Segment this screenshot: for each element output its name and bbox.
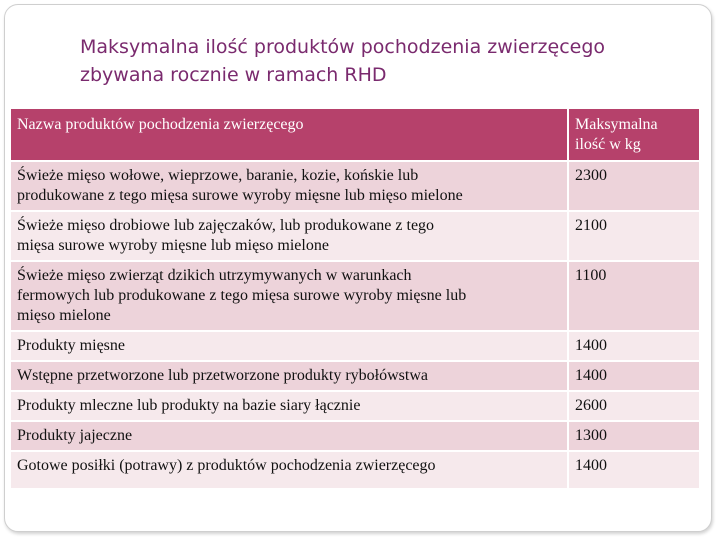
quantity-cell: 1400 — [568, 451, 699, 488]
product-cell: Produkty jajeczne — [11, 421, 568, 451]
table-row — [11, 391, 699, 421]
header-quantity — [568, 109, 699, 161]
product-cell: Wstępne przetworzone lub przetworzone produkty rybołówstwa — [11, 361, 568, 391]
title-line-2: zbywana rocznie w ramach RHD — [80, 64, 387, 86]
header-quantity-line-2: ilość w kg — [575, 136, 641, 153]
product-name-line: Świeże mięso wołowe, wieprzowe, baranie, kozie, końskie lub — [17, 167, 419, 184]
header-product — [11, 109, 568, 161]
product-cell — [11, 161, 568, 211]
quantity-cell: 2600 — [568, 391, 699, 421]
quantity-cell: 1300 — [568, 421, 699, 451]
product-cell: Gotowe posiłki (potrawy) z produktów pochodzenia zwierzęcego — [11, 451, 568, 488]
table-row — [11, 261, 699, 331]
table-row — [11, 451, 699, 488]
header-product-label: Nazwa produktów pochodzenia zwierzęcego — [17, 116, 304, 133]
product-cell: Produkty mleczne lub produkty na bazie siary łącznie — [11, 391, 568, 421]
table-header-row — [11, 109, 699, 161]
quantity-table — [11, 109, 699, 488]
table-row — [11, 421, 699, 451]
product-cell — [11, 261, 568, 331]
product-name-line: Świeże mięso zwierząt dzikich utrzymywanych w warunkach — [17, 267, 412, 284]
quantity-cell: 1400 — [568, 331, 699, 361]
table-row — [11, 161, 699, 211]
product-name-line: mięso mielone — [17, 307, 111, 324]
product-name-line: produkowane z tego mięsa surowe wyroby mięsne lub mięso mielone — [17, 187, 463, 204]
quantity-cell: 2300 — [568, 161, 699, 211]
product-cell: Produkty mięsne — [11, 331, 568, 361]
quantity-cell: 2100 — [568, 211, 699, 261]
title-line-1: Maksymalna ilość produktów pochodzenia zwierzęcego — [80, 36, 606, 58]
quantity-cell: 1100 — [568, 261, 699, 331]
table-row — [11, 361, 699, 391]
quantity-cell: 1400 — [568, 361, 699, 391]
product-name-line: fermowych lub produkowane z tego mięsa surowe wyroby mięsne lub — [17, 287, 467, 304]
table-row — [11, 331, 699, 361]
product-name-line: mięsa surowe wyroby mięsne lub mięso mielone — [17, 237, 329, 254]
product-name-line: Świeże mięso drobiowe lub zajęczaków, lub produkowane z tego — [17, 217, 435, 234]
slide-title — [80, 33, 700, 89]
table-row — [11, 211, 699, 261]
header-quantity-line-1: Maksymalna — [575, 116, 658, 133]
product-cell — [11, 211, 568, 261]
